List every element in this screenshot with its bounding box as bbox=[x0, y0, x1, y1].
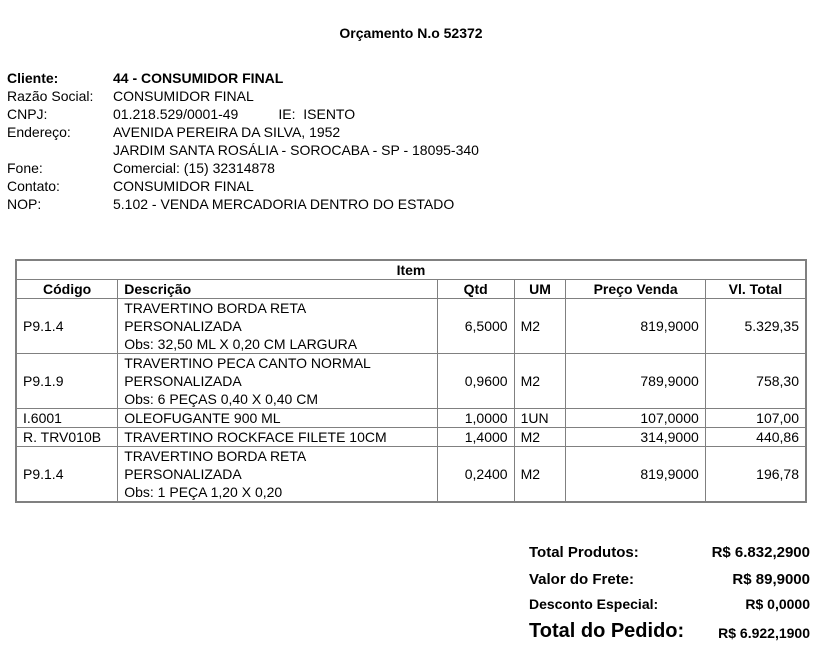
item-obs: Obs: 1 PEÇA 1,20 X 0,20 bbox=[124, 484, 283, 500]
nop-value: 5.102 - VENDA MERCADORIA DENTRO DO ESTADO bbox=[113, 196, 455, 212]
items-header-row bbox=[16, 280, 806, 299]
item-preco: 819,9000 bbox=[566, 447, 705, 503]
item-qtd: 0,9600 bbox=[437, 354, 514, 409]
item-descricao bbox=[118, 354, 438, 409]
item-desc-line: PERSONALIZADA bbox=[124, 373, 242, 389]
item-preco: 314,9000 bbox=[566, 428, 705, 447]
endereco-row bbox=[7, 123, 479, 141]
cliente-label: Cliente: bbox=[7, 70, 59, 86]
cliente-value: 44 - CONSUMIDOR FINAL bbox=[113, 70, 284, 86]
contato-value: CONSUMIDOR FINAL bbox=[113, 178, 254, 194]
item-um: M2 bbox=[514, 447, 566, 503]
endereco-label: Endereço: bbox=[7, 124, 71, 140]
item-qtd: 1,0000 bbox=[437, 409, 514, 428]
cnpj-row bbox=[7, 105, 479, 123]
item-um: 1UN bbox=[514, 409, 566, 428]
item-um: M2 bbox=[514, 428, 566, 447]
item-total: 196,78 bbox=[705, 447, 806, 503]
valor-frete-value: R$ 89,9000 bbox=[732, 571, 810, 588]
nop-label: NOP: bbox=[7, 196, 42, 212]
header-total: Vl. Total bbox=[705, 280, 806, 299]
item-preco: 107,0000 bbox=[566, 409, 705, 428]
item-total: 107,00 bbox=[705, 409, 806, 428]
items-body bbox=[16, 299, 806, 503]
item-row bbox=[16, 299, 806, 354]
razao-row bbox=[7, 87, 479, 105]
items-table bbox=[15, 259, 807, 503]
total-pedido-label: Total do Pedido: bbox=[529, 620, 685, 642]
header-descricao: Descrição bbox=[118, 280, 438, 299]
item-desc-line: TRAVERTINO BORDA RETA bbox=[124, 448, 307, 464]
endereco-row-2 bbox=[7, 141, 479, 159]
item-um: M2 bbox=[514, 299, 566, 354]
item-codigo: P9.1.4 bbox=[16, 299, 118, 354]
item-qtd: 1,4000 bbox=[437, 428, 514, 447]
ie-label: IE: bbox=[278, 106, 296, 122]
endereco-line1: AVENIDA PEREIRA DA SILVA, 1952 bbox=[113, 124, 341, 140]
contato-row bbox=[7, 177, 479, 195]
item-desc-line: PERSONALIZADA bbox=[124, 466, 242, 482]
item-preco: 789,9000 bbox=[566, 354, 705, 409]
header-codigo: Código bbox=[16, 280, 118, 299]
item-total: 440,86 bbox=[705, 428, 806, 447]
contato-label: Contato: bbox=[7, 178, 60, 194]
item-desc-line: OLEOFUGANTE 900 ML bbox=[124, 410, 281, 426]
item-qtd: 6,5000 bbox=[437, 299, 514, 354]
fone-label: Fone: bbox=[7, 160, 43, 176]
item-row bbox=[16, 428, 806, 447]
item-descricao bbox=[118, 409, 438, 428]
fone-value: Comercial: (15) 32314878 bbox=[113, 160, 275, 176]
item-desc-line: TRAVERTINO ROCKFACE FILETE 10CM bbox=[124, 429, 387, 445]
item-desc-line: TRAVERTINO BORDA RETA bbox=[124, 300, 307, 316]
item-preco: 819,9000 bbox=[566, 299, 705, 354]
item-row bbox=[16, 447, 806, 503]
item-total: 758,30 bbox=[705, 354, 806, 409]
header-preco: Preço Venda bbox=[566, 280, 705, 299]
cnpj-value: 01.218.529/0001-49 bbox=[113, 106, 239, 122]
nop-row bbox=[7, 195, 479, 213]
total-produtos-value: R$ 6.832,2900 bbox=[711, 544, 810, 561]
total-pedido-value: R$ 6.922,1900 bbox=[718, 625, 810, 641]
item-codigo: R. TRV010B bbox=[16, 428, 118, 447]
item-codigo: P9.1.9 bbox=[16, 354, 118, 409]
fone-row bbox=[7, 159, 479, 177]
item-codigo: P9.1.4 bbox=[16, 447, 118, 503]
item-descricao bbox=[118, 447, 438, 503]
item-desc-line: TRAVERTINO PECA CANTO NORMAL bbox=[124, 355, 371, 371]
item-desc-line: PERSONALIZADA bbox=[124, 318, 242, 334]
client-row bbox=[7, 69, 479, 87]
item-obs: Obs: 32,50 ML X 0,20 CM LARGURA bbox=[124, 336, 358, 352]
total-produtos-label: Total Produtos: bbox=[529, 544, 639, 561]
item-row bbox=[16, 354, 806, 409]
cnpj-label: CNPJ: bbox=[7, 106, 48, 122]
razao-label: Razão Social: bbox=[7, 88, 94, 104]
header-qtd: Qtd bbox=[437, 280, 514, 299]
items-section-title: Item bbox=[16, 260, 806, 280]
desconto-label: Desconto Especial: bbox=[529, 596, 659, 612]
desconto-value: R$ 0,0000 bbox=[745, 596, 810, 612]
item-descricao bbox=[118, 299, 438, 354]
header-um: UM bbox=[514, 280, 566, 299]
items-section-row bbox=[16, 260, 806, 280]
page-title: Orçamento N.o 52372 bbox=[339, 25, 483, 41]
item-total: 5.329,35 bbox=[705, 299, 806, 354]
razao-value: CONSUMIDOR FINAL bbox=[113, 88, 254, 104]
valor-frete-label: Valor do Frete: bbox=[529, 571, 635, 588]
item-obs: Obs: 6 PEÇAS 0,40 X 0,40 CM bbox=[124, 391, 318, 407]
item-qtd: 0,2400 bbox=[437, 447, 514, 503]
endereco-line2: JARDIM SANTA ROSÁLIA - SOROCABA - SP - 18095-340 bbox=[113, 142, 479, 158]
ie-value: ISENTO bbox=[303, 106, 356, 122]
item-codigo: I.6001 bbox=[16, 409, 118, 428]
item-um: M2 bbox=[514, 354, 566, 409]
client-info bbox=[7, 69, 479, 213]
item-descricao bbox=[118, 428, 438, 447]
item-row bbox=[16, 409, 806, 428]
